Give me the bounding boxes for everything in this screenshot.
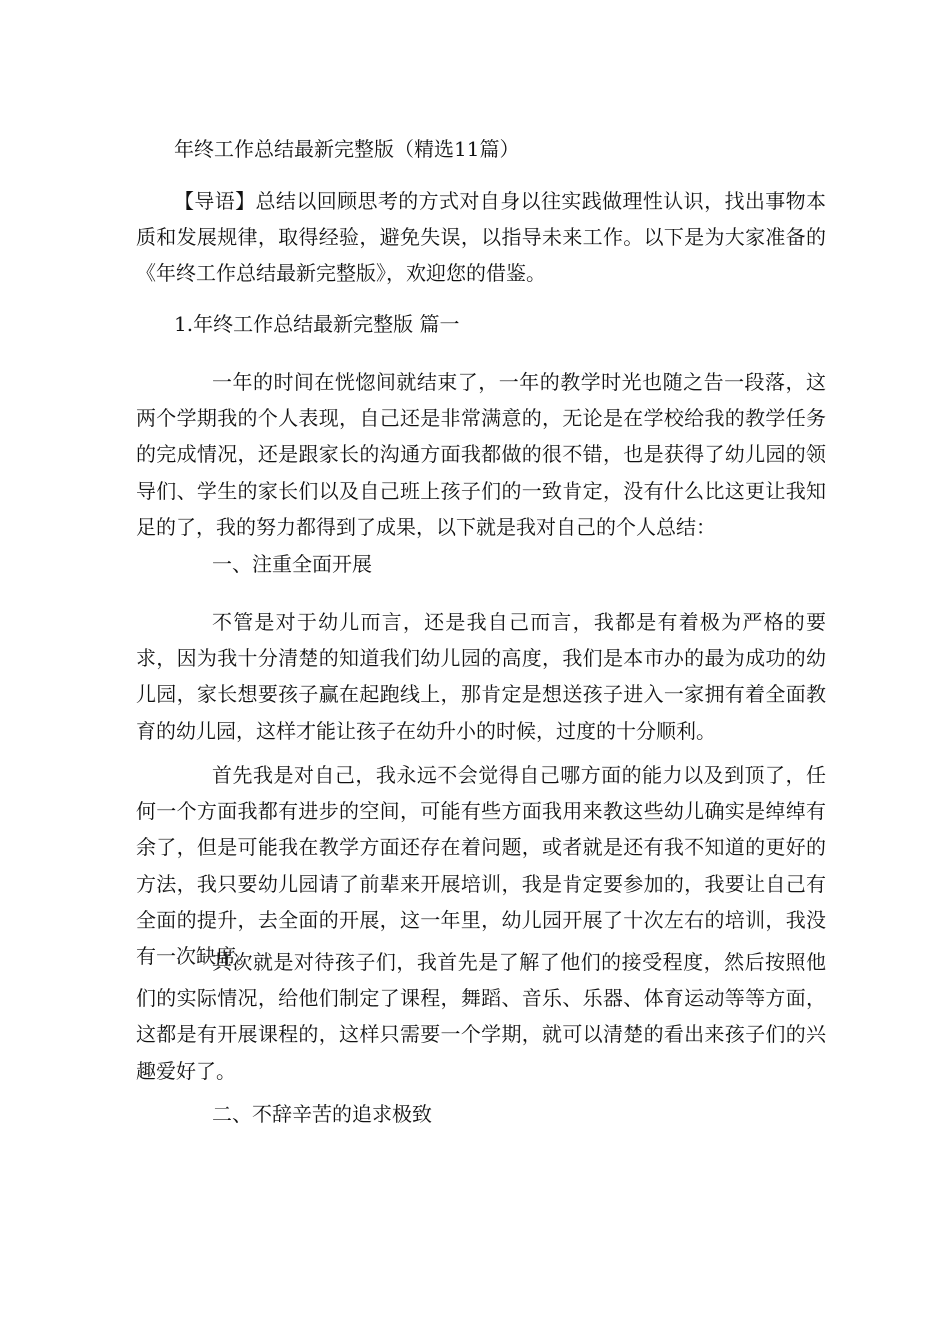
document-title: 年终工作总结最新完整版（精选11篇） [174,137,520,161]
body-paragraph: 不管是对于幼儿而言，还是我自己而言，我都是有着极为严格的要求，因为我十分清楚的知道我们幼儿园的高度，我们是本市办的最为成功的幼儿园，家长想要孩子赢在起跑线上，那肯定是想送孩子进入一家拥有着全面教育的幼儿园，这样才能让孩子在幼升小的时候，过度的十分顺利。 [136,610,826,743]
subsection-heading: 二、不辞辛苦的追求极致 [212,1102,432,1126]
body-paragraph: 其次就是对待孩子们，我首先是了解了他们的接受程度，然后按照他们的实际情况，给他们制定了课程，舞蹈、音乐、乐器、体育运动等等方面，这都是有开展课程的，这样只需要一个学期，就可以清楚的看出来孩子们的兴趣爱好了。 [136,950,826,1083]
intro-paragraph: 【导语】总结以回顾思考的方式对自身以往实践做理性认识，找出事物本质和发展规律，取得经验，避免失误，以指导未来工作。以下是为大家准备的《年终工作总结最新完整版》，欢迎您的借鉴。 [136,189,826,286]
subsection-heading: 一、注重全面开展 [212,552,372,576]
body-paragraph: 首先我是对自己，我永远不会觉得自己哪方面的能力以及到顶了，任何一个方面我都有进步的空间，可能有些方面我用来教这些幼儿确实是绰绰有余了，但是可能我在教学方面还存在着问题，或者就是还有我不知道的更好的方法，我只要幼儿园请了前辈来开展培训，我是肯定要参加的，我要让自己有全面的提升，去全面的开展，这一年里，幼儿园开展了十次左右的培训，我没有一次缺席。 [136,763,826,969]
section-title: 1.年终工作总结最新完整版 篇一 [174,312,460,336]
body-paragraph: 一年的时间在恍惚间就结束了，一年的教学时光也随之告一段落，这两个学期我的个人表现，自己还是非常满意的，无论是在学校给我的教学任务的完成情况，还是跟家长的沟通方面我都做的很不错，也是获得了幼儿园的领导们、学生的家长们以及自己班上孩子们的一致肯定，没有什么比这更让我知足的了，我的努力都得到了成果，以下就是我对自己的个人总结： [136,370,826,539]
